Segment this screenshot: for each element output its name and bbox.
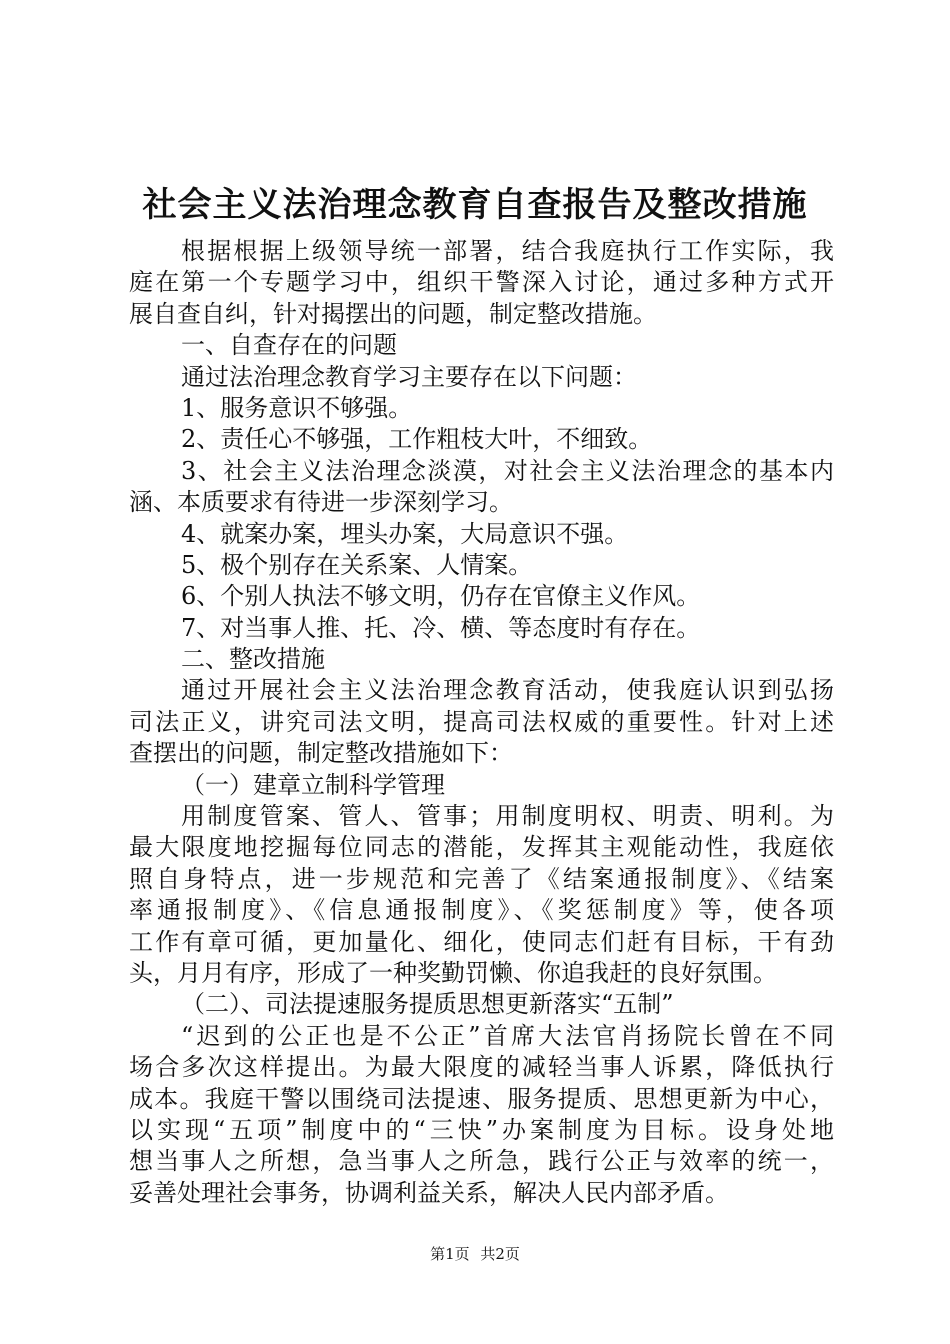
paragraph-line: 根据根据上级领导统一部署，结合我庭执行工作实际，我 [181, 237, 834, 265]
paragraph-line: 以实现“五项”制度中的“三快”办案制度为目标。设身处地 [129, 1115, 834, 1144]
paragraph-line: 场合多次这样提出。为最大限度的减轻当事人诉累，降低执行 [129, 1053, 834, 1082]
list-item: 1、服务意识不够强。 [181, 393, 413, 422]
paragraph-line: 工作有章可循，更加量化、细化，使同志们赶有目标，干有劲 [129, 927, 834, 956]
document-title: 社会主义法治理念教育自查报告及整改措施 [142, 185, 808, 225]
paragraph-line: 照自身特点，进一步规范和完善了《结案通报制度》、《结案 [129, 864, 834, 893]
document-body [129, 236, 834, 1209]
list-item: 7、对当事人推、托、冷、横、等态度时有存在。 [181, 613, 701, 642]
section-heading: 一、自查存在的问题 [181, 331, 397, 360]
page-total: 共2页 [480, 1245, 520, 1263]
paragraph-line: “迟到的公正也是不公正”首席大法官肖扬院长曾在不同 [181, 1021, 834, 1050]
paragraph-line: 庭在第一个专题学习中，组织干警深入讨论，通过多种方式开 [129, 268, 834, 297]
list-item: 2、责任心不够强，工作粗枝大叶，不细致。 [181, 425, 653, 454]
list-item: 3、社会主义法治理念淡漠，对社会主义法治理念的基本内 [181, 456, 834, 485]
section-heading: 二、整改措施 [181, 645, 325, 674]
paragraph-line: 最大限度地挖掘每位同志的潜能，发挥其主观能动性，我庭依 [129, 833, 834, 862]
page-footer [0, 1244, 950, 1264]
paragraph-line: 率通报制度》、《信息通报制度》、《奖惩制度》等，使各项 [129, 896, 834, 925]
paragraph-line: 头，月月有序，形成了一种奖勤罚懒、你追我赶的良好氛围。 [129, 958, 777, 987]
paragraph-line: 成本。我庭干警以围绕司法提速、服务提质、思想更新为中心， [129, 1084, 834, 1113]
list-item: 4、就案办案，埋头办案，大局意识不强。 [181, 519, 629, 548]
subsection-heading: （一）建章立制科学管理 [181, 770, 445, 799]
paragraph-line: 司法正义，讲究司法文明，提高司法权威的重要性。针对上述 [129, 707, 834, 736]
page-number: 第1页 [430, 1245, 470, 1263]
paragraph-line: 用制度管案、管人、管事；用制度明权、明责、明利。为 [181, 802, 834, 831]
paragraph-line: 查摆出的问题，制定整改措施如下： [129, 739, 513, 768]
paragraph-line: 展自查自纠，针对揭摆出的问题，制定整改措施。 [129, 299, 657, 328]
list-item: 6、个别人执法不够文明，仍存在官僚主义作风。 [181, 582, 701, 611]
paragraph-line: 通过开展社会主义法治理念教育活动，使我庭认识到弘扬 [181, 676, 834, 705]
paragraph-line: 通过法治理念教育学习主要存在以下问题： [181, 362, 637, 391]
list-item-continuation: 涵、本质要求有待进一步深刻学习。 [129, 488, 513, 517]
paragraph-line: 想当事人之所想，急当事人之所急，践行公正与效率的统一， [129, 1147, 834, 1176]
list-item: 5、极个别存在关系案、人情案。 [181, 550, 533, 579]
paragraph-line: 妥善处理社会事务，协调利益关系，解决人民内部矛盾。 [129, 1178, 729, 1207]
subsection-heading: （二）、司法提速服务提质思想更新落实“五制” [181, 990, 674, 1019]
